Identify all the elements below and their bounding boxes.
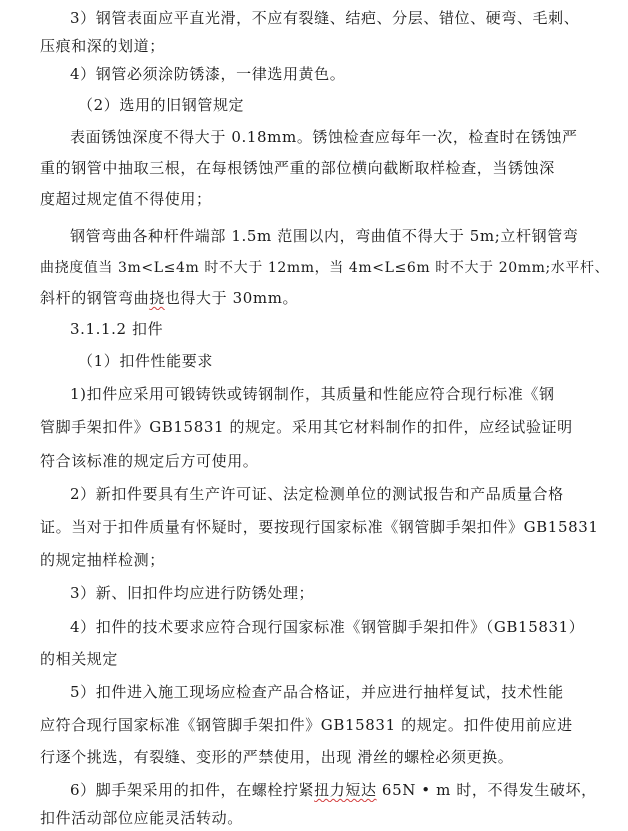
spellcheck-underline: 挠 <box>149 289 165 307</box>
paragraph-line: 4）钢管必须涂防锈漆，一律选用黄色。 <box>70 65 346 83</box>
section-heading: 3.1.1.2 扣件 <box>70 320 164 338</box>
paragraph-line: 5）扣件进入施工现场应检查产品合格证，并应进行抽样复试，技术性能 <box>70 683 564 701</box>
paragraph-line: 3）钢管表面应平直光滑，不应有裂缝、结疤、分层、错位、硬弯、毛刺、 <box>70 9 580 27</box>
paragraph-line: 的规定抽样检测； <box>40 551 165 569</box>
paragraph-line: 证。当对于扣件质量有怀疑时，要按现行国家标准《钢管脚手架扣件》GB15831 <box>40 518 599 536</box>
paragraph-line: 扣件活动部位应能灵活转动。 <box>40 809 243 827</box>
paragraph-line: 3）新、旧扣件均应进行防锈处理； <box>70 584 315 602</box>
spellcheck-underline: 扭力短达 <box>314 781 377 799</box>
subsection-heading: （2）选用的旧钢管规定 <box>78 96 245 114</box>
paragraph-line: 压痕和深的划道； <box>40 37 165 55</box>
paragraph-line: 钢管弯曲各种杆件端部 1.5m 范围以内，弯曲值不得大于 5m;立杆钢管弯 <box>70 227 579 245</box>
paragraph-line: 1)扣件应采用可锻铸铁或铸钢制作，其质量和性能应符合现行标准《钢 <box>70 385 555 403</box>
paragraph-line: 4）扣件的技术要求应符合现行国家标准《钢管脚手架扣件》（GB15831） <box>70 618 585 636</box>
paragraph-line: 管脚手架扣件》GB15831 的规定。采用其它材料制作的扣件，应经试验证明 <box>40 418 573 436</box>
paragraph-line: 曲挠度值当 3m<L≤4m 时不大于 12mm，当 4m<L≤6m 时不大于 20mm;水平杆、 <box>40 260 610 276</box>
paragraph-line: 表面锈蚀深度不得大于 0.18mm。锈蚀检查应每年一次，检查时在锈蚀严 <box>70 128 578 146</box>
paragraph-line: 应符合现行国家标准《钢管脚手架扣件》GB15831 的规定。扣件使用前应进 <box>40 716 573 734</box>
subsection-heading: （1）扣件性能要求 <box>78 352 213 370</box>
paragraph-line: 2）新扣件要具有生产许可证、法定检测单位的测试报告和产品质量合格 <box>70 485 564 503</box>
paragraph-line: 行逐个挑选，有裂缝、变形的严禁使用，出现 滑丝的螺栓必须更换。 <box>40 748 514 766</box>
paragraph-line: 6）脚手架采用的扣件，在螺栓拧紧扭力短达 65N • m 时，不得发生破坏， <box>70 781 597 799</box>
paragraph-line: 符合该标准的规定后方可使用。 <box>40 452 259 470</box>
paragraph-line: 度超过规定值不得使用； <box>40 190 212 208</box>
paragraph-line: 的相关规定 <box>40 650 119 668</box>
paragraph-line <box>40 288 610 310</box>
squiggly-text: 斜杆的钢管弯曲挠也得大于 30mm。 <box>40 289 299 307</box>
paragraph-line: 重的钢管中抽取三根，在每根锈蚀严重的部位横向截断取样检查，当锈蚀深 <box>40 159 555 177</box>
